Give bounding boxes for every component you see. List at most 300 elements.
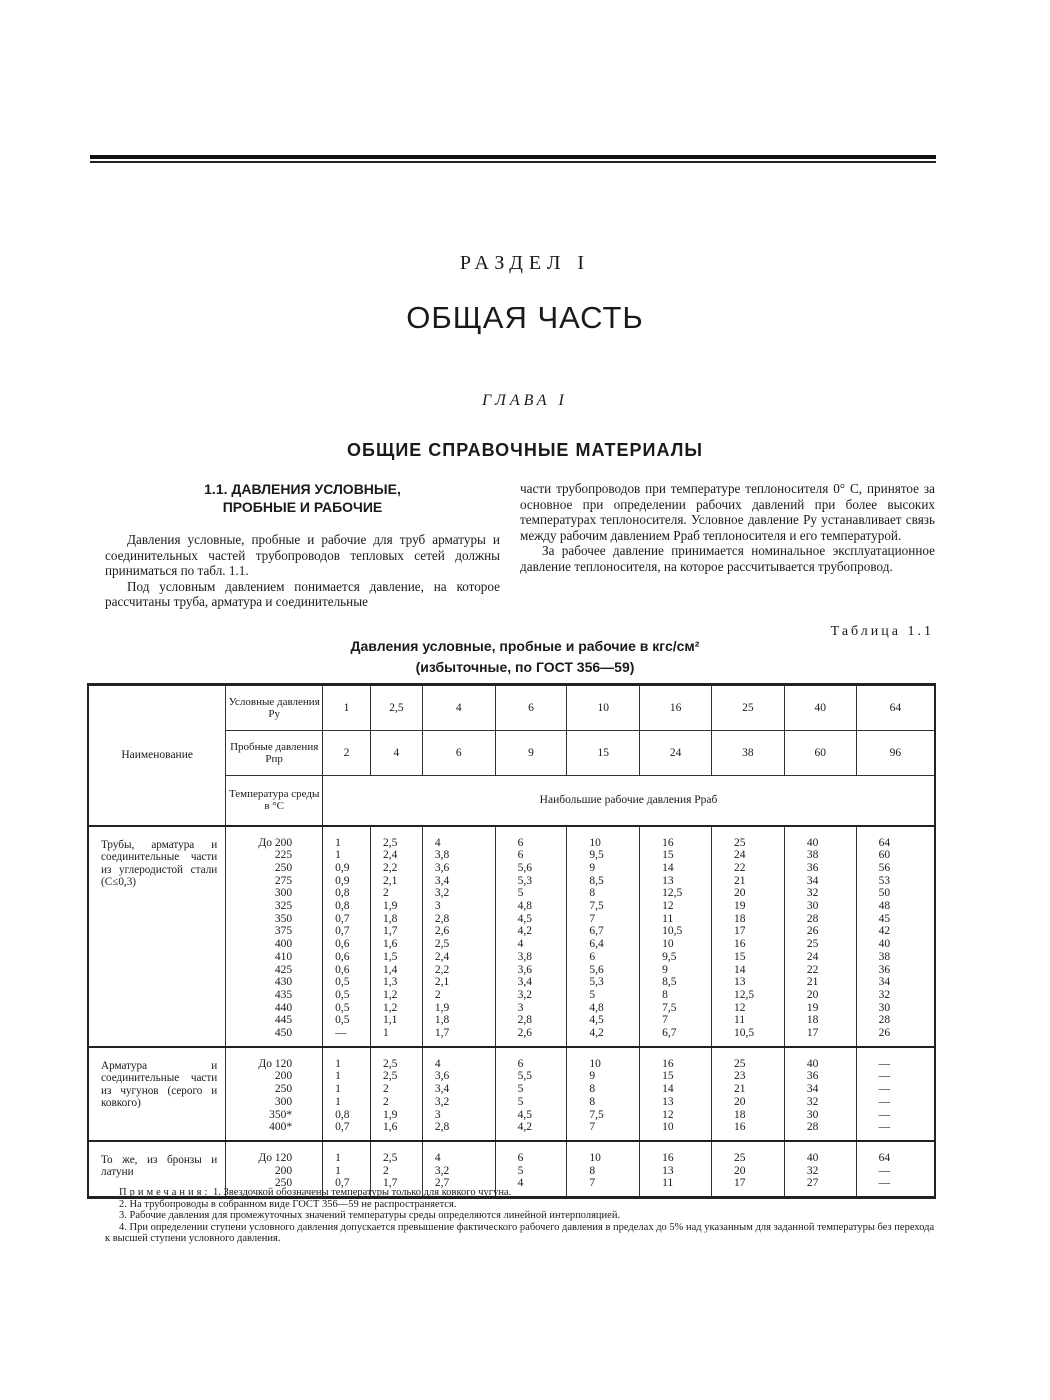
temperature-value: 425 <box>274 963 293 976</box>
pressure-value: 16 <box>662 836 674 849</box>
pressure-value: 20 <box>734 1095 746 1108</box>
pressure-value: 17 <box>734 1177 746 1190</box>
pressure-value: 3,4 <box>434 1083 450 1096</box>
temperature-value: До 120 <box>258 1057 293 1070</box>
pressure-value: 13 <box>662 1095 674 1108</box>
pressure-value: 21 <box>734 1083 746 1096</box>
pressure-value: 18 <box>734 1108 746 1121</box>
pressure-value: 1,9 <box>382 1108 398 1121</box>
pressure-value: 8 <box>589 1095 596 1108</box>
pressure-value: 3,4 <box>434 874 450 887</box>
right-column <box>520 481 935 575</box>
pressure-value: 0,7 <box>335 912 350 925</box>
py-value: 1 <box>323 685 371 731</box>
pressure-value: 8 <box>662 988 668 1001</box>
pressure-value: 38 <box>806 849 819 862</box>
pressure-value: 12 <box>662 900 674 913</box>
pressure-value: 3,6 <box>434 861 450 874</box>
subsection-heading-line2: ПРОБНЫЕ И РАБОЧИЕ <box>222 499 383 515</box>
pressure-value: 2 <box>382 887 389 900</box>
pressure-value: 6 <box>589 950 596 963</box>
pressure-value: 3,6 <box>434 1070 450 1083</box>
pressure-value: — <box>878 1177 891 1190</box>
pressure-value: — <box>878 1121 891 1134</box>
pressure-cell <box>640 826 712 1047</box>
pressure-value: 23 <box>734 1070 746 1083</box>
temperature-value: 445 <box>274 1014 293 1027</box>
pressure-cell <box>567 826 640 1047</box>
pressure-value: 6 <box>517 849 524 862</box>
pressure-value: 0,6 <box>335 938 350 951</box>
note: 4. При определении ступени условного давления допускается превышение фактического рабочего давления в пределах до 5% над указанным для заданной температуры без перехода к высшей ступени условного давления. <box>105 1221 935 1244</box>
table-section-row <box>88 826 935 1047</box>
pressure-value: 7 <box>589 1121 596 1134</box>
temp-label: Температура среды в °С <box>226 776 323 826</box>
top-rule <box>90 155 936 159</box>
pressure-cell <box>422 1047 495 1141</box>
pressure-value: 5,3 <box>517 874 532 887</box>
pressure-value: 0,6 <box>335 950 350 963</box>
pressure-value: 20 <box>734 887 746 900</box>
pressure-value: 3,2 <box>434 887 450 900</box>
temperature-value: 275 <box>274 874 293 887</box>
temperature-value: 350 <box>274 912 293 925</box>
material-name: Трубы, арматура и соединительные части из углеродистой стали (C≤0,3) <box>88 826 226 1047</box>
pressure-value: 1 <box>335 1057 341 1070</box>
pressure-value: 11 <box>734 1014 746 1027</box>
pressure-value: 4 <box>434 836 441 849</box>
pressure-value: 42 <box>878 925 891 938</box>
pressure-value: 4,2 <box>517 1121 532 1134</box>
pressure-value: 1 <box>335 1164 341 1177</box>
pressure-value: 10 <box>589 1151 601 1164</box>
pressure-value: 5,6 <box>517 861 532 874</box>
temperature-value: 250 <box>274 861 293 874</box>
pressure-cell <box>495 1047 567 1141</box>
pressure-value: 1 <box>335 836 341 849</box>
pressure-value: 48 <box>878 900 891 913</box>
pressure-value: 4,2 <box>517 925 532 938</box>
pressure-value: 4,8 <box>589 1001 604 1014</box>
pressure-value: 11 <box>662 1177 674 1190</box>
pressure-value: 3,2 <box>434 1095 450 1108</box>
pressure-value: 30 <box>878 1001 891 1014</box>
temperature-value: 375 <box>274 925 293 938</box>
pressure-value: 0,5 <box>335 1001 350 1014</box>
pressure-value: 3,4 <box>517 976 532 989</box>
pressure-value: 1 <box>382 1027 389 1040</box>
pressure-value: 2 <box>382 1095 389 1108</box>
pressure-value: 26 <box>806 925 819 938</box>
ppr-value: 38 <box>712 731 785 776</box>
pressure-value: 45 <box>878 912 891 925</box>
pressure-value: 5,3 <box>589 976 604 989</box>
pressure-value: 40 <box>806 1057 819 1070</box>
pressure-value: 6 <box>517 836 524 849</box>
paragraph: За рабочее давление принимается номинальное эксплуатационное давление теплоносителя, на которое рассчитывается трубопровод. <box>520 543 935 574</box>
pressure-value: 10 <box>589 836 601 849</box>
pressure-value: 25 <box>734 1057 746 1070</box>
pressure-value: 1 <box>335 1083 341 1096</box>
pressure-value: 2,5 <box>382 1057 398 1070</box>
pressure-value: 19 <box>806 1001 819 1014</box>
pressure-value: 16 <box>734 1121 746 1134</box>
pressure-value: 1,1 <box>382 1014 398 1027</box>
pressure-cell <box>784 826 856 1047</box>
section-label: РАЗДЕЛ I <box>459 252 591 274</box>
pressure-value: 32 <box>806 1095 819 1108</box>
pressure-value: 16 <box>662 1057 674 1070</box>
pressure-value: 1 <box>335 1151 341 1164</box>
pressure-value: 25 <box>734 836 746 849</box>
temperature-cell <box>226 1047 323 1141</box>
pressure-value: 64 <box>878 1151 891 1164</box>
pressure-value: 3 <box>434 1108 441 1121</box>
pressure-cell <box>567 1047 640 1141</box>
pressure-value: 0,6 <box>335 963 350 976</box>
pressure-value: 7 <box>589 1177 596 1190</box>
pressure-value: 3,6 <box>517 963 532 976</box>
pressure-value: 2,8 <box>434 912 450 925</box>
pressure-value: 1,9 <box>434 1001 450 1014</box>
temperature-value: 300 <box>274 1095 293 1108</box>
pressure-cell <box>712 1047 785 1141</box>
pressure-value: 6 <box>517 1151 524 1164</box>
py-value: 64 <box>856 685 935 731</box>
pressure-value: 0,8 <box>335 887 350 900</box>
pressure-value: 27 <box>806 1177 819 1190</box>
pressure-value: 11 <box>662 912 674 925</box>
ppr-value: 9 <box>495 731 567 776</box>
pressure-value: 56 <box>878 861 891 874</box>
pressure-value: 2,1 <box>434 976 450 989</box>
pressure-value: 28 <box>806 912 819 925</box>
table-number: Таблица 1.1 <box>830 624 934 639</box>
pressure-cell <box>856 1047 935 1141</box>
pressure-value: 1,6 <box>382 938 398 951</box>
pressure-value: 34 <box>878 976 891 989</box>
ppr-value: 4 <box>370 731 422 776</box>
pressure-value: 1,7 <box>382 1177 398 1190</box>
temperature-value: 300 <box>274 887 293 900</box>
pressure-value: 6,7 <box>662 1027 677 1040</box>
pressure-value: 1,8 <box>434 1014 450 1027</box>
py-value: 4 <box>422 685 495 731</box>
pressure-value: 7,5 <box>589 1108 604 1121</box>
table-subcaption: (избыточные, по ГОСТ 356—59) <box>415 659 635 675</box>
pressure-value: 4,5 <box>517 912 532 925</box>
pressure-value: 9,5 <box>589 849 604 862</box>
pressure-value: 1,3 <box>382 976 398 989</box>
pressure-cell <box>422 826 495 1047</box>
pressure-value: 2 <box>434 988 441 1001</box>
pressure-value: 19 <box>734 900 746 913</box>
pressure-value: 1,5 <box>382 950 398 963</box>
pressure-value: 4,5 <box>517 1108 532 1121</box>
pressure-value: 2,8 <box>434 1121 450 1134</box>
pressure-value: 60 <box>878 849 891 862</box>
pressure-value: 16 <box>734 938 746 951</box>
pressure-value: 8,5 <box>662 976 677 989</box>
pressure-value: 28 <box>806 1121 819 1134</box>
pressure-cell <box>370 1047 422 1141</box>
chapter-title: ОБЩИЕ СПРАВОЧНЫЕ МАТЕРИАЛЫ <box>347 440 703 460</box>
note: 2. На трубопроводы в собранном виде ГОСТ 356—59 не распространяется. <box>119 1198 457 1210</box>
pressure-value: 30 <box>806 1108 819 1121</box>
pressure-value: 13 <box>734 976 746 989</box>
pressure-value: 30 <box>806 900 819 913</box>
pressure-value: 10 <box>662 1121 674 1134</box>
temperature-value: 250 <box>274 1083 293 1096</box>
temperature-value: 440 <box>274 1001 293 1014</box>
pressure-value: 3,8 <box>434 849 450 862</box>
pressure-value: 32 <box>806 1164 819 1177</box>
py-value: 40 <box>784 685 856 731</box>
temperature-value: 325 <box>274 900 293 913</box>
pressure-value: 5,6 <box>589 963 604 976</box>
pressure-value: 4 <box>434 1057 441 1070</box>
temperature-value: 430 <box>274 976 293 989</box>
pressure-value: 5 <box>517 1164 524 1177</box>
pressure-value: 0,5 <box>335 976 350 989</box>
pressure-value: 64 <box>878 836 891 849</box>
header-row-conditional <box>88 685 935 731</box>
pressure-value: 10 <box>662 938 674 951</box>
work-pressure-label: Наибольшие рабочие давления Pраб <box>323 776 935 826</box>
pressure-value: 40 <box>878 938 891 951</box>
pressure-value: 4 <box>517 938 524 951</box>
note: 1. Звездочкой обозначены температуры только для ковкого чугуна. <box>213 1187 512 1198</box>
pressure-value: 4,5 <box>589 1014 604 1027</box>
pressure-value: 9 <box>662 963 668 976</box>
chapter-label: ГЛАВА I <box>482 392 568 409</box>
pressure-value: 32 <box>806 887 819 900</box>
pressure-value: 2,4 <box>382 849 398 862</box>
pressure-value: 0,9 <box>335 861 350 874</box>
pressure-value: 3 <box>434 900 441 913</box>
top-rule-thin <box>90 161 936 163</box>
paragraph: Давления условные, пробные и рабочие для труб арматуры и соединительных частей трубопроводов тепловых сетей должны приниматься по табл. 1.1. <box>105 532 500 579</box>
py-value: 10 <box>567 685 640 731</box>
pressure-value: 14 <box>662 861 674 874</box>
pressure-value: 15 <box>734 950 746 963</box>
pressure-value: 1 <box>335 1070 341 1083</box>
pressure-value: 18 <box>734 912 746 925</box>
ppr-value: 60 <box>784 731 856 776</box>
material-name: Арматура и соединительные части из чугунов (серого и ковкого) <box>88 1047 226 1141</box>
temperature-value: 400* <box>269 1121 293 1134</box>
temperature-value: 435 <box>274 988 293 1001</box>
py-value: 2,5 <box>370 685 422 731</box>
pressure-value: 22 <box>806 963 819 976</box>
pressure-value: 6,4 <box>589 938 604 951</box>
pressure-value: 0,8 <box>335 1108 350 1121</box>
pressure-value: 12,5 <box>734 988 755 1001</box>
ppr-value: 15 <box>567 731 640 776</box>
subsection-heading <box>105 480 500 516</box>
pressure-value: 7,5 <box>662 1001 677 1014</box>
pressure-value: 0,7 <box>335 1121 350 1134</box>
ppr-value: 2 <box>323 731 371 776</box>
pressure-value: 10,5 <box>734 1027 755 1040</box>
pressure-value: 15 <box>662 849 674 862</box>
pressure-value: 25 <box>734 1151 746 1164</box>
pressure-cell <box>640 1047 712 1141</box>
subsection-heading-line1: 1.1. ДАВЛЕНИЯ УСЛОВНЫЕ, <box>204 481 401 497</box>
pressure-value: 18 <box>806 1014 819 1027</box>
pressure-value: 1,9 <box>382 900 398 913</box>
pressure-table <box>87 683 936 1199</box>
pressure-value: 34 <box>806 1083 819 1096</box>
pressure-value: 38 <box>878 950 891 963</box>
pressure-value: 2,1 <box>382 874 398 887</box>
pressure-value: 2,5 <box>434 938 450 951</box>
pressure-value: 8 <box>589 1164 596 1177</box>
pressure-value: 14 <box>734 963 746 976</box>
pressure-value: 40 <box>806 836 819 849</box>
pressure-value: 8 <box>589 887 596 900</box>
pressure-value: — <box>878 1095 891 1108</box>
pressure-value: 24 <box>806 950 819 963</box>
py-value: 16 <box>640 685 712 731</box>
pressure-value: 2,2 <box>382 861 398 874</box>
py-label: Условные давления Pу <box>226 685 323 731</box>
pressure-value: 0,5 <box>335 988 350 1001</box>
pressure-value: 2 <box>382 1083 389 1096</box>
pressure-value: 34 <box>806 874 819 887</box>
ppr-value: 6 <box>422 731 495 776</box>
pressure-value: 0,8 <box>335 900 350 913</box>
pressure-value: 5 <box>517 887 524 900</box>
pressure-value: 2,2 <box>434 963 450 976</box>
pressure-value: 0,5 <box>335 1014 350 1027</box>
notes <box>105 1187 935 1245</box>
pressure-value: 50 <box>878 887 891 900</box>
pressure-value: 24 <box>734 849 746 862</box>
pressure-value: 17 <box>734 925 746 938</box>
pressure-value: 0,7 <box>335 1177 350 1190</box>
pressure-value: 4 <box>434 1151 441 1164</box>
pressure-value: 2,7 <box>434 1177 450 1190</box>
pressure-value: 7 <box>662 1014 668 1027</box>
pressure-value: 14 <box>662 1083 674 1096</box>
pressure-value: 20 <box>806 988 819 1001</box>
pressure-value: 12 <box>734 1001 746 1014</box>
pressure-value: 21 <box>734 874 746 887</box>
pressure-value: 16 <box>662 1151 674 1164</box>
pressure-value: 36 <box>878 963 891 976</box>
pressure-cell <box>323 1047 371 1141</box>
temperature-value: 200 <box>274 1164 293 1177</box>
pressure-value: 6 <box>517 1057 524 1070</box>
pressure-value: 25 <box>806 938 819 951</box>
notes-label: Примечания: <box>119 1187 211 1198</box>
pressure-value: 7 <box>589 912 596 925</box>
pressure-value: 2,5 <box>382 1151 398 1164</box>
pressure-value: 36 <box>806 861 819 874</box>
temperature-value: 450 <box>274 1027 293 1040</box>
temperature-value: 350* <box>269 1108 293 1121</box>
pressure-value: — <box>335 1027 347 1040</box>
pressure-cell <box>370 826 422 1047</box>
pressure-value: 12 <box>662 1108 674 1121</box>
pressure-cell <box>856 826 935 1047</box>
ppr-value: 96 <box>856 731 935 776</box>
pressure-value: 3,2 <box>434 1164 450 1177</box>
pressure-value: 10,5 <box>662 925 683 938</box>
ppr-value: 24 <box>640 731 712 776</box>
pressure-value: — <box>878 1108 891 1121</box>
pressure-value: 20 <box>734 1164 746 1177</box>
pressure-value: 8 <box>589 1083 596 1096</box>
pressure-value: 5 <box>517 1083 524 1096</box>
pressure-value: 13 <box>662 1164 674 1177</box>
temperature-value: 250 <box>274 1177 293 1190</box>
pressure-value: 1 <box>335 1095 341 1108</box>
pressure-cell <box>784 1047 856 1141</box>
pressure-value: 3 <box>517 1001 524 1014</box>
pressure-value: 4,2 <box>589 1027 604 1040</box>
paragraph: Под условным давлением понимается давление, на которое рассчитаны труба, арматура и соединительные <box>105 578 500 610</box>
pressure-value: 2 <box>382 1164 389 1177</box>
pressure-value: 2,4 <box>434 950 450 963</box>
pressure-value: — <box>878 1070 891 1083</box>
pressure-value: 3,2 <box>517 988 532 1001</box>
table-section-row <box>88 1047 935 1141</box>
pressure-value: 32 <box>878 988 891 1001</box>
pressure-value: 0,9 <box>335 874 350 887</box>
temperature-value: 410 <box>274 950 293 963</box>
pressure-cell <box>712 826 785 1047</box>
temperature-value: 225 <box>274 849 293 862</box>
py-value: 25 <box>712 685 785 731</box>
note: 3. Рабочие давления для промежуточных значений температуры среды определяются линейной интерполяцией. <box>119 1210 621 1221</box>
ppr-label: Пробные давления Pпр <box>226 731 323 776</box>
pressure-value: 26 <box>878 1027 891 1040</box>
pressure-value: 12,5 <box>662 887 683 900</box>
pressure-value: 5,5 <box>517 1070 532 1083</box>
pressure-value: 40 <box>806 1151 819 1164</box>
material-name: То же, из бронзы и латуни <box>88 1141 226 1198</box>
temperature-value: 400 <box>274 938 293 951</box>
pressure-value: — <box>878 1083 891 1096</box>
pressure-value: 4 <box>517 1177 524 1190</box>
py-value: 6 <box>495 685 567 731</box>
pressure-value: 10 <box>589 1057 601 1070</box>
pressure-value: — <box>878 1057 891 1070</box>
pressure-value: 2,8 <box>517 1014 532 1027</box>
pressure-value: 28 <box>878 1014 891 1027</box>
pressure-value: 9 <box>589 861 596 874</box>
name-header: Наименование <box>88 685 226 826</box>
left-column <box>105 532 500 610</box>
pressure-value: 7,5 <box>589 900 604 913</box>
pressure-value: 15 <box>662 1070 674 1083</box>
pressure-value: 1,7 <box>382 925 398 938</box>
part-title: ОБЩАЯ ЧАСТЬ <box>406 300 644 335</box>
pressure-value: 53 <box>878 874 891 887</box>
pressure-value: 13 <box>662 874 674 887</box>
pressure-value: 2,6 <box>434 925 450 938</box>
pressure-value: 1,4 <box>382 963 398 976</box>
pressure-value: 8,5 <box>589 874 604 887</box>
pressure-value: 2,5 <box>382 836 398 849</box>
temperature-cell <box>226 826 323 1047</box>
pressure-value: 6,7 <box>589 925 604 938</box>
pressure-value: 3,8 <box>517 950 532 963</box>
pressure-value: 21 <box>806 976 819 989</box>
pressure-value: 22 <box>734 861 746 874</box>
